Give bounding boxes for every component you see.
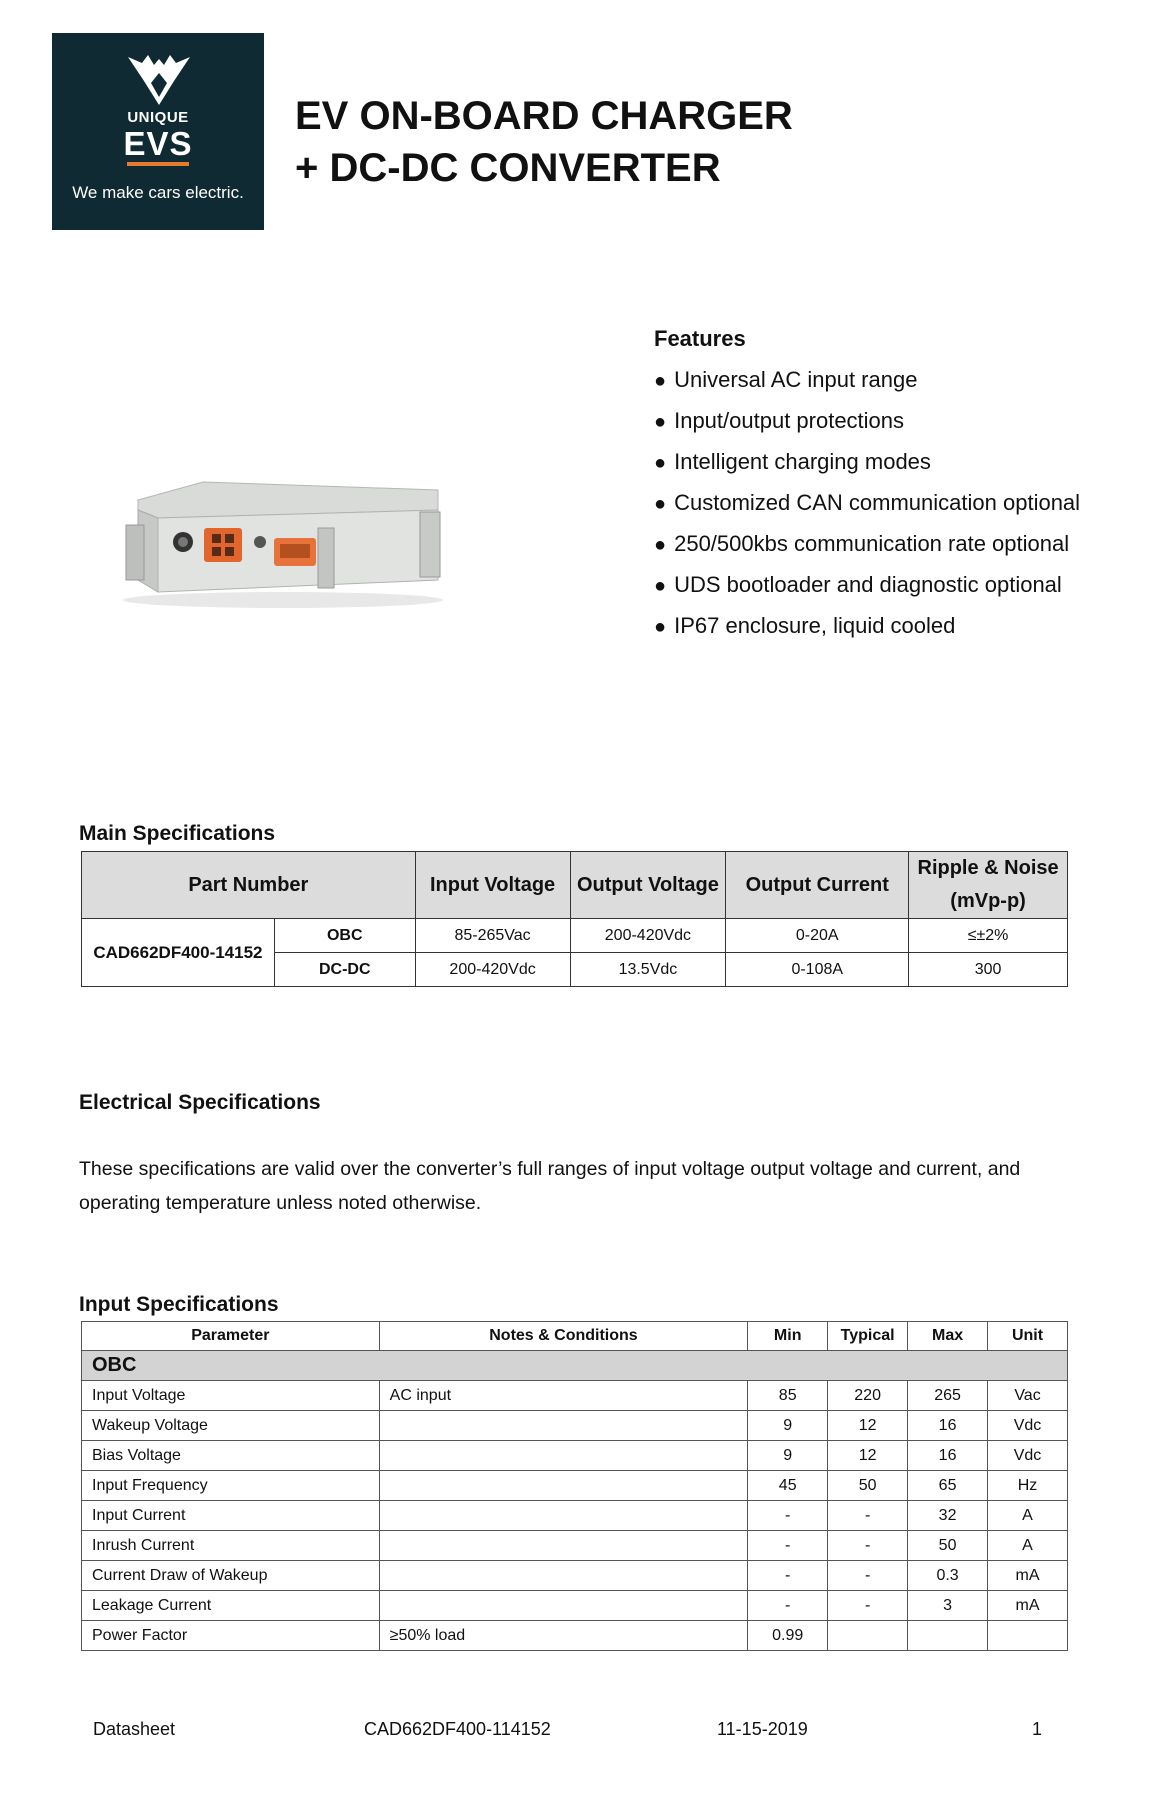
company-logo (52, 33, 264, 230)
typical-cell: - (828, 1531, 908, 1561)
input-specs-table (81, 1321, 1068, 1651)
max-cell: 265 (908, 1381, 988, 1411)
features-heading: Features (654, 326, 746, 351)
input-voltage-cell: 200-420Vdc (415, 953, 570, 987)
logo-tagline: We make cars electric. (72, 183, 244, 202)
electrical-text-line-2: operating temperature unless noted otherwise. (79, 1192, 482, 1214)
feature-item: ● UDS bootloader and diagnostic optional (654, 567, 1080, 608)
unit-cell: mA (988, 1591, 1068, 1621)
unit-cell: Vdc (988, 1441, 1068, 1471)
notes-cell: AC input (379, 1381, 748, 1411)
notes-cell (379, 1561, 748, 1591)
main-specs-heading: Main Specifications (79, 822, 276, 845)
header-ripple-noise (909, 852, 1068, 919)
header-output-voltage: Output Voltage (570, 852, 726, 919)
parameter-cell: Input Current (82, 1501, 380, 1531)
header-unit: Unit (988, 1322, 1068, 1351)
header-ripple-line1: Ripple & Noise (917, 857, 1059, 879)
parameter-cell: Leakage Current (82, 1591, 380, 1621)
input-voltage-cell: 85-265Vac (415, 919, 570, 953)
table-row (82, 1591, 1068, 1621)
footer-label: Datasheet (93, 1719, 176, 1739)
header-max: Max (908, 1322, 988, 1351)
table-row (82, 919, 1068, 953)
unit-cell: Hz (988, 1471, 1068, 1501)
feature-item: ● Customized CAN communication optional (654, 485, 1080, 526)
ripple-cell: 300 (909, 953, 1068, 987)
footer-page-number: 1 (1032, 1719, 1043, 1739)
notes-cell (379, 1591, 748, 1621)
typical-cell: 12 (828, 1411, 908, 1441)
notes-cell (379, 1441, 748, 1471)
output-current-cell: 0-20A (726, 919, 909, 953)
parameter-cell: Inrush Current (82, 1531, 380, 1561)
table-header-row (82, 852, 1068, 919)
max-cell: 3 (908, 1591, 988, 1621)
output-voltage-cell: 200-420Vdc (570, 919, 726, 953)
unit-cell: mA (988, 1561, 1068, 1591)
table-row (82, 1561, 1068, 1591)
header-input-voltage: Input Voltage (415, 852, 570, 919)
notes-cell (379, 1531, 748, 1561)
input-specs-heading: Input Specifications (79, 1293, 279, 1316)
feature-item: ● 250/500kbs communication rate optional (654, 526, 1080, 567)
title-line-1: EV ON-BOARD CHARGER (295, 94, 793, 138)
min-cell: 9 (748, 1411, 828, 1441)
typical-cell: 12 (828, 1441, 908, 1471)
electrical-text-line-1: These specifications are valid over the converter’s full ranges of input voltage output voltage and current, and (79, 1158, 1021, 1180)
type-cell: DC-DC (274, 953, 415, 987)
table-header-row (82, 1322, 1068, 1351)
notes-cell (379, 1411, 748, 1441)
group-label-obc: OBC (82, 1351, 1068, 1381)
header-part-number: Part Number (82, 852, 416, 919)
min-cell: - (748, 1561, 828, 1591)
header-output-current: Output Current (726, 852, 909, 919)
feature-item: ● IP67 enclosure, liquid cooled (654, 608, 1080, 649)
max-cell: 0.3 (908, 1561, 988, 1591)
output-voltage-cell: 13.5Vdc (570, 953, 726, 987)
unit-cell: A (988, 1531, 1068, 1561)
parameter-cell: Input Voltage (82, 1381, 380, 1411)
table-row (82, 1381, 1068, 1411)
main-specs-table (81, 851, 1068, 987)
output-current-cell: 0-108A (726, 953, 909, 987)
unit-cell: A (988, 1501, 1068, 1531)
features-list (654, 362, 1080, 649)
notes-cell (379, 1501, 748, 1531)
footer-date: 11-15-2019 (717, 1719, 808, 1739)
product-image (108, 470, 448, 610)
table-row (82, 1531, 1068, 1561)
notes-cell (379, 1471, 748, 1501)
wings-icon (124, 51, 194, 107)
max-cell: 16 (908, 1411, 988, 1441)
unit-cell: Vac (988, 1381, 1068, 1411)
typical-cell: 50 (828, 1471, 908, 1501)
min-cell: - (748, 1531, 828, 1561)
typical-cell: 220 (828, 1381, 908, 1411)
header-notes: Notes & Conditions (379, 1322, 748, 1351)
max-cell: 32 (908, 1501, 988, 1531)
max-cell: 50 (908, 1531, 988, 1561)
table-row (82, 1621, 1068, 1651)
min-cell: 85 (748, 1381, 828, 1411)
parameter-cell: Current Draw of Wakeup (82, 1561, 380, 1591)
notes-cell: ≥50% load (379, 1621, 748, 1651)
parameter-cell: Bias Voltage (82, 1441, 380, 1471)
feature-item: ● Universal AC input range (654, 362, 1080, 403)
typical-cell (828, 1621, 908, 1651)
min-cell: 9 (748, 1441, 828, 1471)
title-line-2: + DC-DC CONVERTER (295, 146, 721, 190)
feature-item: ● Input/output protections (654, 403, 1080, 444)
unit-cell (988, 1621, 1068, 1651)
table-row (82, 1501, 1068, 1531)
typical-cell: - (828, 1501, 908, 1531)
logo-accent-bar (127, 162, 189, 166)
max-cell: 16 (908, 1441, 988, 1471)
parameter-cell: Input Frequency (82, 1471, 380, 1501)
typical-cell: - (828, 1561, 908, 1591)
min-cell: 45 (748, 1471, 828, 1501)
logo-brand-main: EVS (123, 125, 193, 162)
part-number-cell: CAD662DF400-14152 (82, 919, 275, 987)
feature-item: ● Intelligent charging modes (654, 444, 1080, 485)
group-row (82, 1351, 1068, 1381)
header-parameter: Parameter (82, 1322, 380, 1351)
electrical-specs-text (79, 1152, 1059, 1220)
ripple-cell: ≤±2% (909, 919, 1068, 953)
header-ripple-line2: (mVp-p) (950, 890, 1026, 912)
header-typical: Typical (828, 1322, 908, 1351)
document-title (295, 90, 793, 194)
logo-brand-top: UNIQUE (127, 109, 189, 126)
type-cell: OBC (274, 919, 415, 953)
header-min: Min (748, 1322, 828, 1351)
min-cell: - (748, 1501, 828, 1531)
min-cell: 0.99 (748, 1621, 828, 1651)
parameter-cell: Wakeup Voltage (82, 1411, 380, 1441)
unit-cell: Vdc (988, 1411, 1068, 1441)
table-row (82, 1441, 1068, 1471)
table-row (82, 1471, 1068, 1501)
electrical-specs-heading: Electrical Specifications (79, 1091, 321, 1114)
min-cell: - (748, 1591, 828, 1621)
max-cell: 65 (908, 1471, 988, 1501)
table-row (82, 1411, 1068, 1441)
parameter-cell: Power Factor (82, 1621, 380, 1651)
max-cell (908, 1621, 988, 1651)
footer-part-number: CAD662DF400-114152 (364, 1719, 551, 1739)
typical-cell: - (828, 1591, 908, 1621)
